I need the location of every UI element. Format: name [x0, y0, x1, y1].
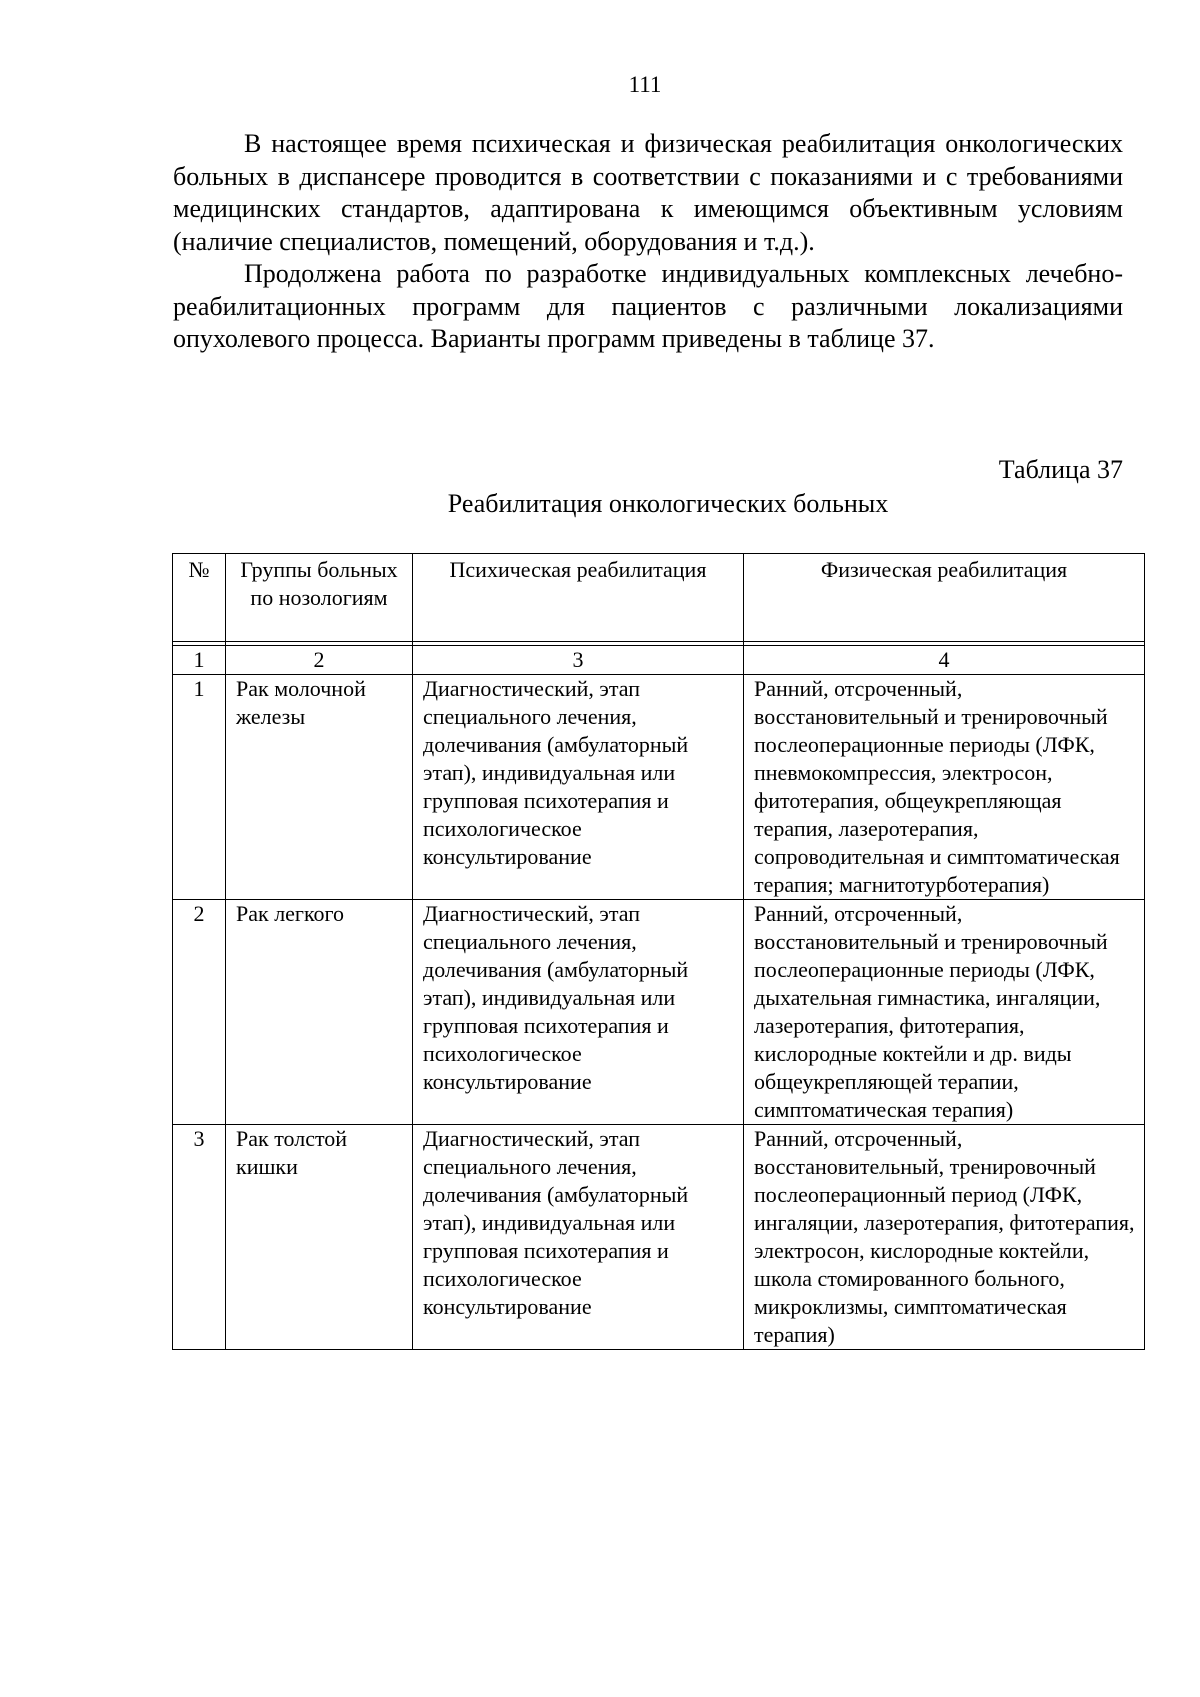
- header-groups: Группы больных по нозологиям: [226, 554, 413, 642]
- row-physical: Ранний, отсроченный, восстановительный и тренировочный послеоперационные периоды (ЛФК, пневмокомпрессия, электросон, фитотерапия, общеукрепляющая терапия, лазеротерапия, сопроводительная и симптоматическая терапия; магнитотурботерапия): [744, 675, 1145, 900]
- row-physical: Ранний, отсроченный, восстановительный, тренировочный послеоперационный период (ЛФК, ингаляции, лазеротерапия, фитотерапия, электросон, кислородные коктейли, школа стомированного больного, микроклизмы, симптоматическая терапия): [744, 1125, 1145, 1350]
- table-title: Реабилитация онкологических больных: [447, 489, 889, 518]
- table-row: [173, 1125, 1145, 1350]
- row-group: Рак толстой кишки: [226, 1125, 413, 1350]
- row-psychological: Диагностический, этап специального лечения, долечивания (амбулаторный этап), индивидуальная или групповая психотерапия и психологическое консультирование: [413, 675, 744, 900]
- column-number-row: [173, 646, 1145, 675]
- row-number: 3: [173, 1125, 226, 1350]
- header-number: №: [173, 554, 226, 642]
- table-row: [173, 675, 1145, 900]
- row-psychological: Диагностический, этап специального лечения, долечивания (амбулаторный этап), индивидуальная или групповая психотерапия и психологическое консультирование: [413, 900, 744, 1125]
- row-group: Рак легкого: [226, 900, 413, 1125]
- row-group: Рак молочной железы: [226, 675, 413, 900]
- row-physical: Ранний, отсроченный, восстановительный и тренировочный послеоперационные периоды (ЛФК, дыхательная гимнастика, ингаляции, лазеротерапия, фитотерапия, кислородные коктейли и др. виды общеукрепляющей терапии, симптоматическая терапия): [744, 900, 1145, 1125]
- row-number: 1: [173, 675, 226, 900]
- header-psychological: Психическая реабилитация: [413, 554, 744, 642]
- row-psychological: Диагностический, этап специального лечения, долечивания (амбулаторный этап), индивидуальная или групповая психотерапия и психологическое консультирование: [413, 1125, 744, 1350]
- table-header-row: [173, 554, 1145, 642]
- column-number: 1: [173, 646, 226, 675]
- paragraph-1: В настоящее время психическая и физическая реабилитация онкологических больных в диспансере проводится в соответствии с показаниями и с требованиями медицинских стандартов, адаптирована к имеющимся объективным условиям (наличие специалистов, помещений, оборудования и т.д.).: [173, 129, 1123, 256]
- column-number: 2: [226, 646, 413, 675]
- rehabilitation-table: [172, 553, 1144, 1350]
- column-number: 3: [413, 646, 744, 675]
- header-physical: Физическая реабилитация: [744, 554, 1145, 642]
- column-number: 4: [744, 646, 1145, 675]
- paragraph-2: Продолжена работа по разработке индивидуальных комплексных лечебно-реабилитационных программ для пациентов с различными локализациями опухолевого процесса. Варианты программ приведены в таблице 37.: [173, 259, 1123, 353]
- table-caption: Таблица 37: [998, 455, 1123, 484]
- page-number: 111: [628, 72, 662, 97]
- body-text: [173, 128, 1123, 356]
- row-number: 2: [173, 900, 226, 1125]
- table-row: [173, 900, 1145, 1125]
